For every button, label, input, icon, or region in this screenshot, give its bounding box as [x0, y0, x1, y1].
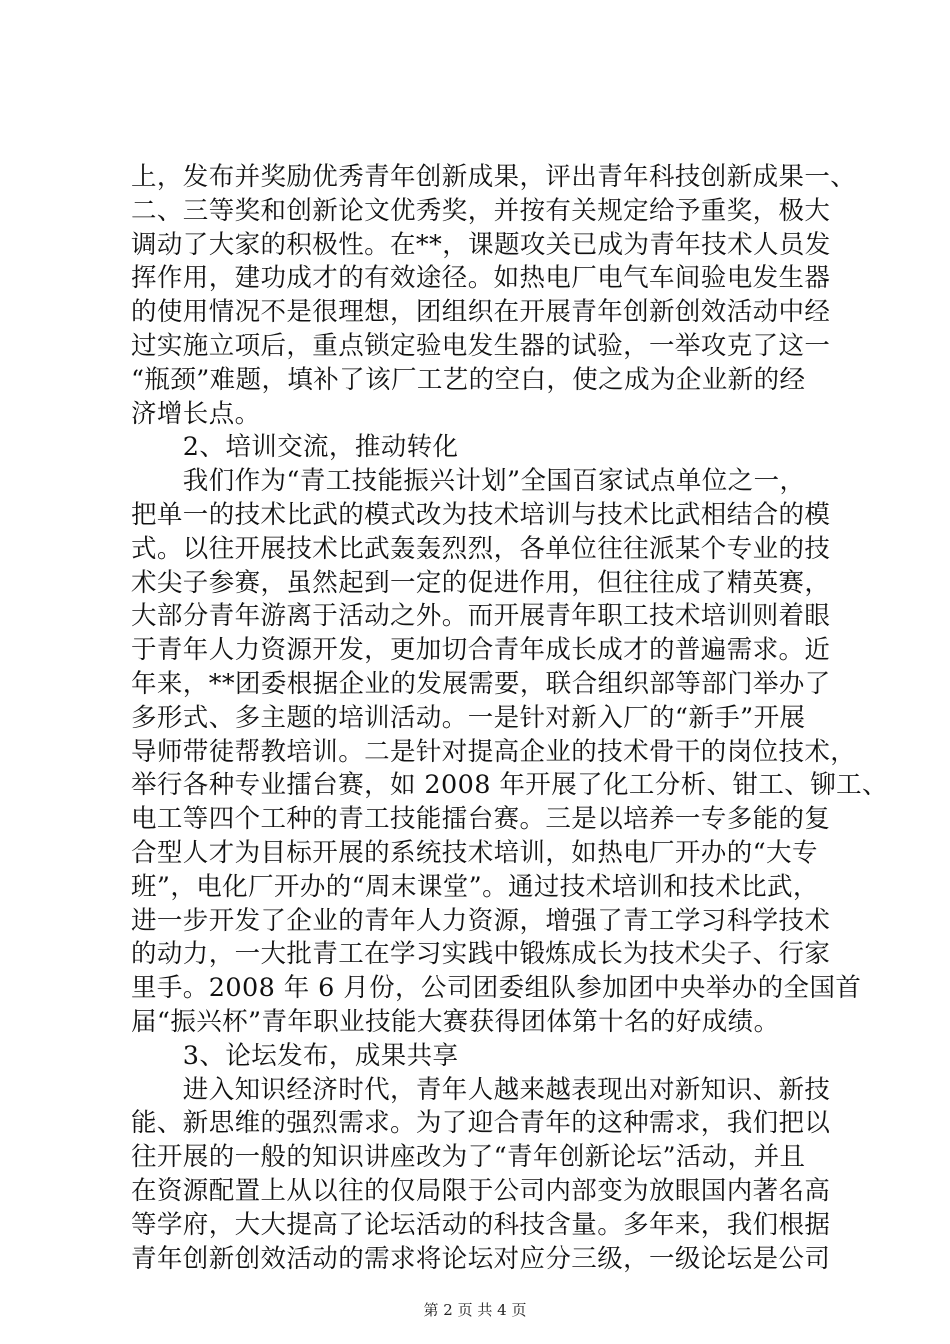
text-line: 在资源配置上从以往的仅局限于公司内部变为放眼国内著名高: [131, 1175, 831, 1206]
text-line: 2、培训交流，推动转化: [131, 432, 459, 463]
text-line: 式。以往开展技术比武轰轰烈烈，各单位往往派某个专业的技: [131, 533, 831, 564]
text-line: 上，发布并奖励优秀青年创新成果，评出青年科技创新成果一、: [131, 162, 857, 192]
text-line: 班”，电化厂开办的“周末课堂”。通过技术培训和技术比武，: [131, 871, 819, 902]
text-line: 能、新思维的强烈需求。为了迎合青年的这种需求，我们把以: [131, 1108, 831, 1139]
text-line: 我们作为“青工技能振兴计划”全国百家试点单位之一，: [131, 466, 806, 497]
text-line: 导师带徒帮教培训。二是针对提高企业的技术骨干的岗位技术，: [131, 736, 857, 767]
text-line: 届“振兴杯”青年职业技能大赛获得团体第十名的好成绩。: [131, 1006, 780, 1037]
text-line: 进一步开发了企业的青年人力资源，增强了青工学习科学技术: [131, 905, 831, 936]
text-line: 合型人才为目标开展的系统技术培训，如热电厂开办的“大专: [131, 837, 818, 868]
text-line: 年来，**团委根据企业的发展需要，联合组织部等部门举办了: [131, 668, 831, 699]
text-line: 济增长点。: [131, 398, 261, 429]
text-line: 挥作用，建功成才的有效途径。如热电厂电气车间验电发生器: [131, 263, 831, 294]
text-line: 的使用情况不是很理想，团组织在开展青年创新创效活动中经: [131, 297, 831, 328]
text-line: 举行各种专业擂台赛，如 2008 年开展了化工分析、钳工、铆工、: [131, 770, 888, 801]
text-line: 进入知识经济时代，青年人越来越表现出对新知识、新技: [131, 1074, 831, 1105]
page-footer: 第 2 页 共 4 页: [423, 1301, 527, 1319]
document-body: [131, 161, 888, 1276]
text-line: 调动了大家的积极性。在**，课题攻关已成为青年技术人员发: [131, 229, 831, 260]
text-line: 等学府，大大提高了论坛活动的科技含量。多年来，我们根据: [131, 1209, 831, 1240]
text-line: 里手。2008 年 6 月份，公司团委组队参加团中央举办的全国首: [131, 973, 862, 1004]
text-line: 把单一的技术比武的模式改为技术培训与技术比武相结合的模: [131, 499, 831, 530]
text-line: 二、三等奖和创新论文优秀奖，并按有关规定给予重奖，极大: [131, 195, 831, 226]
text-line: 多形式、多主题的培训活动。一是针对新入厂的“新手”开展: [131, 702, 806, 733]
text-line: 于青年人力资源开发，更加切合青年成长成才的普遍需求。近: [131, 635, 831, 666]
text-line: “瓶颈”难题，填补了该厂工艺的空白，使之成为企业新的经: [131, 364, 806, 395]
text-line: 过实施立项后，重点锁定验电发生器的试验，一举攻克了这一: [131, 330, 831, 361]
text-line: 3、论坛发布，成果共享: [131, 1040, 459, 1071]
text-line: 电工等四个工种的青工技能擂台赛。三是以培养一专多能的复: [131, 804, 831, 835]
text-line: 青年创新创效活动的需求将论坛对应分三级，一级论坛是公司: [131, 1243, 831, 1274]
text-line: 大部分青年游离于活动之外。而开展青年职工技术培训则着眼: [131, 601, 831, 632]
text-line: 的动力，一大批青工在学习实践中锻炼成长为技术尖子、行家: [131, 939, 831, 970]
text-line: 往开展的一般的知识讲座改为了“青年创新论坛”活动，并且: [131, 1142, 806, 1173]
text-line: 术尖子参赛，虽然起到一定的促进作用，但往往成了精英赛，: [131, 567, 831, 598]
